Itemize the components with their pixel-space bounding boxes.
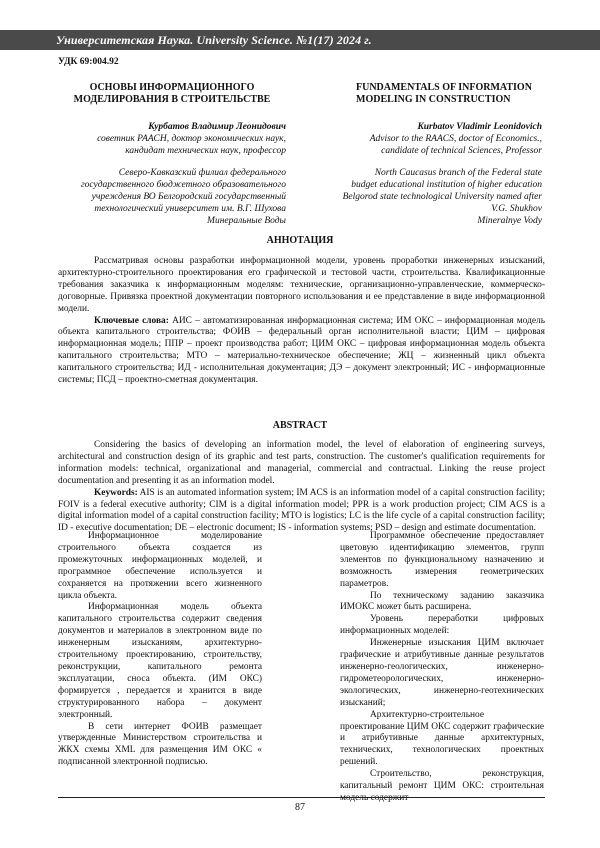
footer-divider xyxy=(58,797,545,798)
page-number: 87 xyxy=(295,802,305,813)
title-en-line: FUNDAMENTALS OF INFORMATION xyxy=(356,82,532,93)
affiliation-en-line: Mineralnye Vody xyxy=(477,216,542,226)
abstract-keywords xyxy=(58,488,545,536)
annotation-body xyxy=(58,256,545,387)
affiliation-en-line: Belgorod state technological University named after xyxy=(342,192,542,202)
affiliation-en-line: North Caucasus branch of the Federal state xyxy=(374,168,542,178)
body-paragraph: По техническому заданию заказчика ИМОКС может быть расширена. xyxy=(340,590,544,613)
affiliation-ru-line: учреждения ВО Белгородский государственный xyxy=(91,192,286,202)
body-paragraph: Информационное моделирование строительного объекта создается из промежуточных информационных моделей, и программное обеспечение используется и сохраняется на протяжении всего жизненного цикла объекта. xyxy=(58,531,262,601)
affiliation-en-line: budget educational institution of higher education xyxy=(351,180,542,190)
annotation-text: Рассматривая основы разработки информационной модели, уровень проработки инженерных изысканий, архитектурно-строительного проектирования его графической и тестовой части, строительства. Квалификационные требования заказчика к информационным моделям: технические, организационно-управленческие, коммерческо-договорные. Привязка проектной документации повторного использования и ее представление в виде информационной модели. xyxy=(58,256,545,314)
body-right-column xyxy=(340,531,544,805)
author-position-en: Advisor to the RAACS, doctor of Economics., xyxy=(369,134,542,144)
affiliation-ru-line: технологический университет им. В.Г. Шухова xyxy=(94,204,286,214)
udk-code: УДК 69:004.92 xyxy=(58,57,119,67)
annotation-heading: АННОТАЦИЯ xyxy=(266,235,334,246)
author-position-ru: советник РААСН, доктор экономических наук, xyxy=(97,134,286,144)
title-en-line: MODELING IN CONSTRUCTION xyxy=(356,94,511,105)
keywords-en: AIS is an automated information system; IM ACS is an information model of a capital construction facility; FOIV is a federal executive authority; CIM is a digital information model; PPR is a work production project; CIM ACS is a digital information model of a capital construction facility; MTO is logistics; LC is the life cycle of a capital construction facility; ID - executive documentation; DE – electronic document; IS - information systems; PSD – design and estimate documentation. xyxy=(58,487,545,534)
author-block-ru xyxy=(58,121,286,227)
affiliation-ru-line: Северо-Кавказский филиал федерального xyxy=(118,168,286,178)
keywords-label-ru: Ключевые слова: xyxy=(94,315,169,326)
body-paragraph: В сети интернет ФОИВ размещает утвержденные Министерством строительства и ЖКХ схемы XML для размещения ИМ ОКС « подписанной электронной подписью. xyxy=(58,721,262,768)
body-left-column xyxy=(58,531,262,769)
affiliation-ru-line: Минеральные Воды xyxy=(207,216,286,226)
journal-header: Университетская Наука. University Science. №1(17) 2024 г. xyxy=(56,33,372,47)
abstract-body xyxy=(58,440,545,535)
author-name-ru: Курбатов Владимир Леонидович xyxy=(148,122,286,132)
body-paragraph: Инженерные изыскания ЦИМ включает графические и атрибутивные данные результатов инженерно-геологических, инженерно-гидрометеорологических, инженерно-экологических, инженерно-геотехнических изысканий; xyxy=(340,638,544,708)
title-en xyxy=(356,82,556,106)
body-paragraph: Уровень переработки цифровых информационных моделей: xyxy=(340,614,544,637)
affiliation-en-line: V.G. Shukhov xyxy=(491,204,542,214)
keywords-label-en: Keywords: xyxy=(94,487,138,498)
author-position-en: candidate of technical Sciences, Professor xyxy=(381,146,542,156)
title-ru-line: МОДЕЛИРОВАНИЯ В СТРОИТЕЛЬСТВЕ xyxy=(73,94,271,105)
body-paragraph: Информационная модель объекта капитального строительства содержит сведения документов и материалов в электронном виде по инженерным изысканиям, архитектурно-строительному проектированию, строительству, реконструкции, капитального ремонта эксплуатации, сноса объекта. (ИМ ОКС) формируется , передается и хранится в виде структурированного набора – документ электронный. xyxy=(58,602,262,720)
body-paragraph: Архитектурно-строительное проектирование ЦИМ ОКС содержит графические и атрибутивные данные архитектурных, технических, технологических проектных решений. xyxy=(340,709,544,768)
affiliation-ru-line: государственного бюджетного образовательного xyxy=(80,180,286,190)
abstract-text: Considering the basics of developing an information model, the level of elaboration of engineering surveys, architectural and construction design of its graphic and test parts, construction. The customer's qualification requirements for information models: technical, organizational and managerial, commercial and contractual. Linking the reuse project documentation and presenting it as an information model. xyxy=(58,440,545,486)
author-block-en xyxy=(314,121,542,227)
abstract-heading: ABSTRACT xyxy=(272,420,328,431)
keywords-ru: АИС – автоматизированная информационная система; ИМ ОКС – информационная модель объекта капитального строительства; ФОИВ – федеральный орган исполнительной власти; ЦИМ – цифровая информационная модель; ППР – проект производства работ; ЦИМ ОКС – цифровая информационная модель объекта капитального строительства; МТО – материально-техническое обеспечение; ЖЦ – жизненный цикл объекта капитального строительства; ИД - исполнительная документация; ДЭ – документ электронный; ИС - информационные системы; ПСД – проектно-сметная документация. xyxy=(58,315,545,386)
annotation-keywords xyxy=(58,316,545,387)
title-ru-line: ОСНОВЫ ИНФОРМАЦИОННОГО xyxy=(89,82,255,93)
author-position-ru: кандидат технических наук, профессор xyxy=(125,146,286,156)
body-paragraph: Программное обеспечение предоставляет цветовую идентификацию элементов, групп элементов по функциональному назначению и возможность измерения геометрических параметров. xyxy=(340,531,544,589)
author-name-en: Kurbatov Vladimir Leonidovich xyxy=(417,122,542,132)
body-paragraph: Строительство, реконструкция, капитальный ремонт ЦИМ ОКС: строительная модель содержит xyxy=(340,769,544,803)
title-ru xyxy=(58,82,286,106)
